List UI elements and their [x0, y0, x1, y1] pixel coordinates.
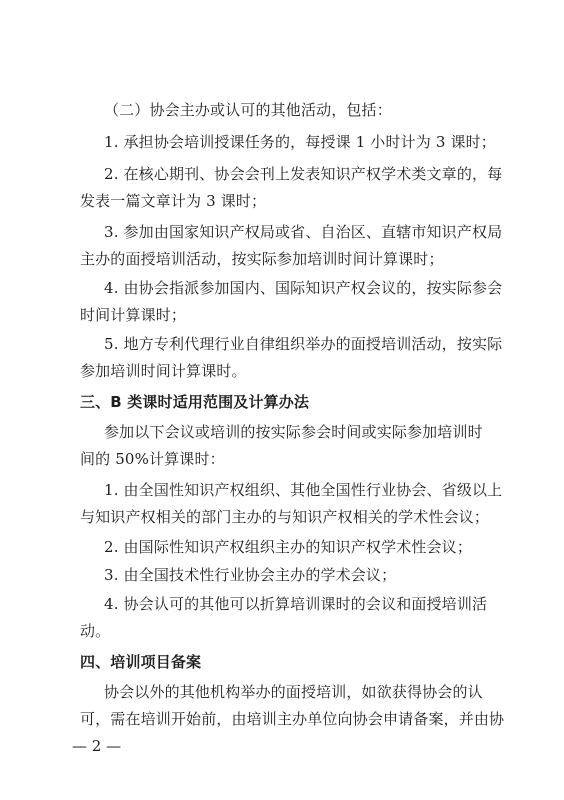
- paragraph-line: 发表一篇文章计为 3 课时；: [80, 192, 267, 210]
- paragraph-line: 主办的面授培训活动，按实际参加培训时间计算课时；: [80, 250, 444, 268]
- paragraph-line: 协会以外的其他机构举办的面授培训，如欲获得协会的认: [104, 683, 483, 701]
- list-item: 2. 由国际性知识产权组织主办的知识产权学术性会议；: [104, 538, 472, 556]
- paragraph-line: 与知识产权相关的部门主办的与知识产权相关的学术性会议；: [80, 508, 490, 526]
- list-item: 3. 参加由国家知识产权局或省、自治区、直辖市知识产权局: [104, 223, 503, 241]
- paragraph-line: 间的 50%计算课时：: [80, 450, 225, 468]
- list-item: 4. 由协会指派参加国内、国际知识产权会议的，按实际参会: [104, 279, 503, 297]
- paragraph-line: 时间计算课时；: [80, 306, 187, 324]
- section-heading-b: 三、B 类课时适用范围及计算办法: [80, 393, 310, 411]
- page-number: — 2 —: [72, 737, 122, 755]
- list-item: 1. 承担协会培训授课任务的，每授课 1 小时计为 3 课时；: [104, 133, 496, 151]
- paragraph-line: 参加以下会议或培训的按实际参会时间或实际参加培训时: [104, 423, 483, 441]
- list-item: 2. 在核心期刊、协会会刊上发表知识产权学术类文章的，每: [104, 165, 503, 183]
- list-item: 4. 协会认可的其他可以折算培训课时的会议和面授培训活: [104, 595, 488, 613]
- subsection-heading: （二）协会主办或认可的其他活动，包括：: [104, 101, 392, 119]
- list-item: 5. 地方专利代理行业自律组织举办的面授培训活动，按实际: [104, 335, 503, 353]
- section-heading-filing: 四、培训项目备案: [80, 653, 202, 671]
- list-item: 3. 由全国技术性行业协会主办的学术会议；: [104, 566, 397, 584]
- paragraph-line: 可，需在培训开始前，由培训主办单位向协会申请备案，并由协: [80, 710, 505, 728]
- paragraph-line: 动。: [80, 622, 111, 640]
- list-item: 1. 由全国性知识产权组织、其他全国性行业协会、省级以上: [104, 481, 503, 499]
- paragraph-line: 参加培训时间计算课时。: [80, 362, 247, 380]
